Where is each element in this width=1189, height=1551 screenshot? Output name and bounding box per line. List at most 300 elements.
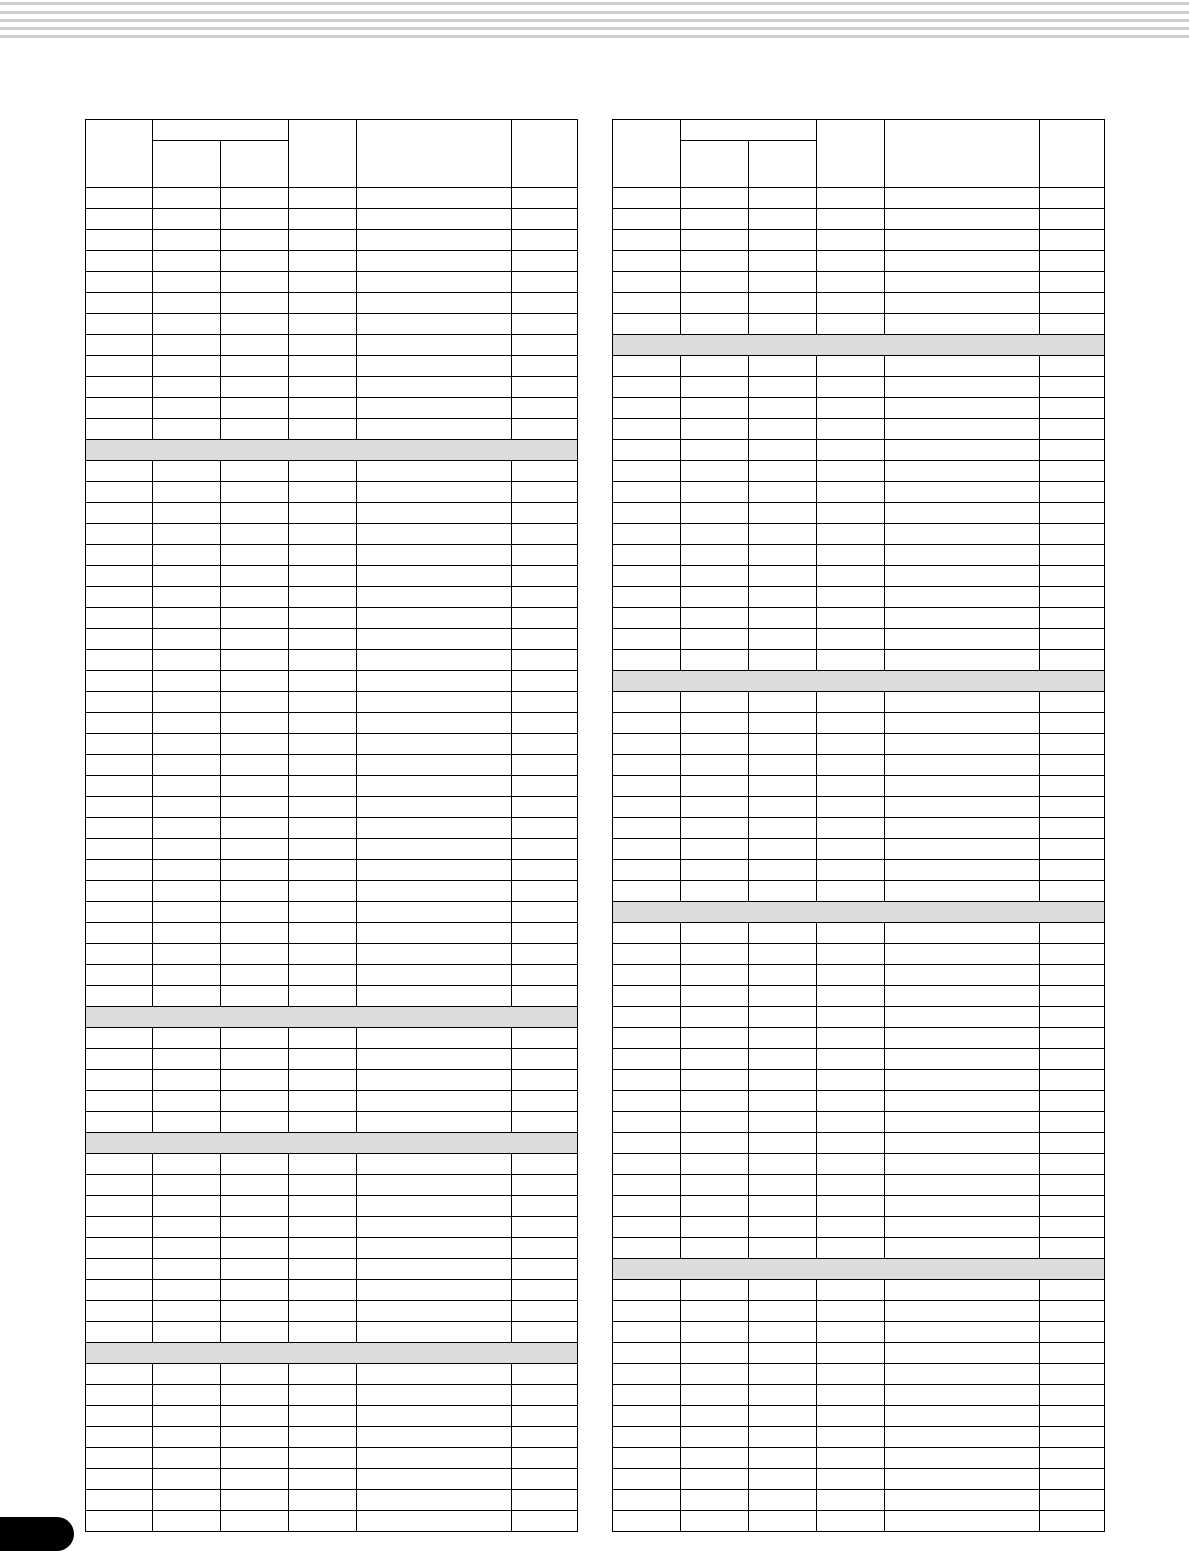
table-cell (153, 461, 221, 482)
table-cell (86, 1301, 153, 1322)
table-cell (512, 839, 578, 860)
table-cell (613, 965, 681, 986)
table-cell (153, 650, 221, 671)
table-row (613, 272, 1105, 293)
table-cell (221, 755, 289, 776)
table-cell (885, 1217, 1040, 1238)
table-row (86, 356, 578, 377)
table-row (86, 1490, 578, 1511)
table-cell (86, 356, 153, 377)
table-cell (613, 692, 681, 713)
table-cell (817, 1385, 885, 1406)
table-cell (289, 1259, 357, 1280)
table-cell (289, 1301, 357, 1322)
table-cell (1040, 776, 1105, 797)
table-cell (885, 923, 1040, 944)
table-cell (885, 440, 1040, 461)
table-cell (613, 587, 681, 608)
table-cell (221, 1511, 289, 1532)
table-cell (613, 419, 681, 440)
table-cell (613, 1196, 681, 1217)
table-header (613, 120, 1105, 188)
table-cell (153, 377, 221, 398)
table-cell (357, 1028, 512, 1049)
table-cell (749, 776, 817, 797)
table-cell (681, 1469, 749, 1490)
table-cell (153, 209, 221, 230)
table-cell (613, 1364, 681, 1385)
table-cell (221, 629, 289, 650)
table-cell (681, 692, 749, 713)
table-cell (885, 1091, 1040, 1112)
table-cell (357, 314, 512, 335)
table-row (613, 398, 1105, 419)
table-cell (221, 188, 289, 209)
table-cell (1040, 419, 1105, 440)
table-cell (357, 1448, 512, 1469)
table-row (86, 503, 578, 524)
table-cell (817, 839, 885, 860)
table-cell (86, 1259, 153, 1280)
table-row (613, 251, 1105, 272)
table-cell (153, 314, 221, 335)
table-row (86, 1028, 578, 1049)
table-cell (681, 1385, 749, 1406)
table-cell (817, 944, 885, 965)
table-row (613, 1133, 1105, 1154)
table-cell (153, 545, 221, 566)
table-cell (357, 923, 512, 944)
table-cell (885, 776, 1040, 797)
table-cell (817, 1406, 885, 1427)
table-cell (512, 650, 578, 671)
table-row (86, 272, 578, 293)
table-cell (613, 881, 681, 902)
table-cell (613, 1217, 681, 1238)
table-cell (885, 587, 1040, 608)
table-cell (817, 608, 885, 629)
table-cell (885, 1175, 1040, 1196)
table-cell (153, 1448, 221, 1469)
table-row (86, 1238, 578, 1259)
table-cell (153, 818, 221, 839)
table-cell (681, 881, 749, 902)
table-cell (512, 713, 578, 734)
table-cell (153, 1364, 221, 1385)
table-cell (289, 482, 357, 503)
table-cell (512, 566, 578, 587)
table-row (86, 1511, 578, 1532)
section-label (613, 335, 1105, 356)
table-cell (221, 734, 289, 755)
table-cell (86, 1469, 153, 1490)
table-cell (86, 1049, 153, 1070)
table-row (86, 209, 578, 230)
table-cell (86, 1364, 153, 1385)
table-cell (289, 356, 357, 377)
table-cell (357, 188, 512, 209)
table-cell (681, 1364, 749, 1385)
section-label (86, 1133, 578, 1154)
table-cell (613, 1091, 681, 1112)
table-cell (289, 650, 357, 671)
table-cell (613, 482, 681, 503)
table-cell (885, 965, 1040, 986)
table-cell (613, 377, 681, 398)
table-cell (1040, 1070, 1105, 1091)
table-cell (289, 545, 357, 566)
table-cell (357, 398, 512, 419)
table-cell (512, 272, 578, 293)
table-row (613, 587, 1105, 608)
table-cell (885, 209, 1040, 230)
table-cell (749, 1469, 817, 1490)
table-cell (153, 230, 221, 251)
table-cell (817, 860, 885, 881)
table-cell (221, 1280, 289, 1301)
table-cell (289, 986, 357, 1007)
table-cell (885, 797, 1040, 818)
table-row (613, 545, 1105, 566)
table-cell (289, 860, 357, 881)
table-row (86, 818, 578, 839)
table-cell (885, 188, 1040, 209)
table-body (86, 188, 578, 1532)
table-cell (817, 818, 885, 839)
table-cell (613, 272, 681, 293)
table-cell (512, 629, 578, 650)
table-cell (289, 377, 357, 398)
table-cell (512, 734, 578, 755)
table-cell (817, 356, 885, 377)
table-row (86, 461, 578, 482)
table-cell (817, 755, 885, 776)
table-row (86, 1280, 578, 1301)
table-cell (613, 440, 681, 461)
table-cell (681, 965, 749, 986)
table-cell (153, 755, 221, 776)
table-cell (817, 188, 885, 209)
table-cell (86, 482, 153, 503)
table-cell (817, 650, 885, 671)
table-cell (613, 314, 681, 335)
table-row (86, 1112, 578, 1133)
table-cell (153, 1406, 221, 1427)
table-cell (512, 1112, 578, 1133)
table-cell (885, 692, 1040, 713)
table-cell (357, 1091, 512, 1112)
table-cell (749, 986, 817, 1007)
table-cell (153, 1322, 221, 1343)
table-cell (221, 335, 289, 356)
table-cell (681, 1322, 749, 1343)
table-cell (357, 335, 512, 356)
table-cell (512, 503, 578, 524)
table-cell (681, 1238, 749, 1259)
header-cell-sub-b (749, 141, 817, 188)
table-cell (613, 1154, 681, 1175)
table-cell (86, 503, 153, 524)
table-cell (681, 797, 749, 818)
table-cell (681, 503, 749, 524)
table-cell (681, 377, 749, 398)
table-cell (885, 1469, 1040, 1490)
table-cell (681, 1070, 749, 1091)
table-cell (885, 1007, 1040, 1028)
table-cell (153, 797, 221, 818)
table-cell (1040, 1028, 1105, 1049)
table-row (613, 1322, 1105, 1343)
table-cell (221, 986, 289, 1007)
table-cell (512, 419, 578, 440)
table-row (613, 524, 1105, 545)
table-row (86, 671, 578, 692)
table-cell (221, 1112, 289, 1133)
table-row (613, 881, 1105, 902)
table-cell (749, 1196, 817, 1217)
table-cell (512, 923, 578, 944)
table-cell (1040, 1364, 1105, 1385)
table-cell (1040, 629, 1105, 650)
table-cell (153, 503, 221, 524)
table-cell (681, 1448, 749, 1469)
table-cell (613, 1112, 681, 1133)
table-cell (817, 1154, 885, 1175)
table-header (86, 120, 578, 188)
table-cell (86, 608, 153, 629)
table-cell (221, 965, 289, 986)
table-cell (512, 1427, 578, 1448)
table-cell (357, 965, 512, 986)
table-row (86, 839, 578, 860)
table-cell (817, 398, 885, 419)
table-cell (86, 881, 153, 902)
table-cell (681, 1196, 749, 1217)
table-cell (749, 881, 817, 902)
table-cell (817, 1448, 885, 1469)
header-cell-group (153, 120, 289, 141)
table-row (86, 482, 578, 503)
table-row (86, 734, 578, 755)
table-cell (357, 1322, 512, 1343)
table-cell (749, 524, 817, 545)
table-cell (289, 923, 357, 944)
table-row (86, 587, 578, 608)
table-cell (749, 314, 817, 335)
table-cell (681, 545, 749, 566)
table-cell (153, 734, 221, 755)
table-cell (153, 251, 221, 272)
table-cell (512, 251, 578, 272)
table-row (86, 1469, 578, 1490)
table-cell (1040, 1322, 1105, 1343)
table-cell (1040, 1511, 1105, 1532)
table-cell (153, 524, 221, 545)
table-row (613, 1427, 1105, 1448)
table-row (86, 944, 578, 965)
table-cell (681, 1091, 749, 1112)
table-cell (289, 776, 357, 797)
table-cell (153, 1154, 221, 1175)
table-cell (749, 1154, 817, 1175)
table-cell (153, 1280, 221, 1301)
table-cell (153, 671, 221, 692)
table-cell (613, 503, 681, 524)
table-cell (289, 1364, 357, 1385)
table-row (86, 1091, 578, 1112)
table-cell (885, 944, 1040, 965)
table-cell (86, 1427, 153, 1448)
table-row (613, 1280, 1105, 1301)
table-cell (357, 1490, 512, 1511)
table-cell (749, 860, 817, 881)
table-cell (289, 629, 357, 650)
table-cell (153, 293, 221, 314)
table-cell (221, 944, 289, 965)
table-cell (86, 986, 153, 1007)
table-cell (613, 713, 681, 734)
table-row (613, 314, 1105, 335)
table-cell (512, 587, 578, 608)
table-cell (512, 356, 578, 377)
table-cell (681, 1007, 749, 1028)
table-cell (817, 1490, 885, 1511)
table-cell (153, 776, 221, 797)
table-cell (885, 272, 1040, 293)
table-row (86, 419, 578, 440)
table-row (613, 482, 1105, 503)
table-cell (749, 1385, 817, 1406)
table-cell (681, 1049, 749, 1070)
table-cell (681, 755, 749, 776)
table-cell (357, 629, 512, 650)
table-cell (613, 461, 681, 482)
table-cell (86, 293, 153, 314)
table-cell (613, 1406, 681, 1427)
table-cell (221, 1091, 289, 1112)
table-row (613, 1448, 1105, 1469)
table-cell (1040, 1490, 1105, 1511)
table-cell (681, 230, 749, 251)
table-cell (153, 1511, 221, 1532)
table-cell (1040, 839, 1105, 860)
table-cell (1040, 608, 1105, 629)
header-cell-col1 (613, 120, 681, 188)
table-cell (357, 1469, 512, 1490)
table-cell (221, 1427, 289, 1448)
table-cell (817, 566, 885, 587)
table-cell (1040, 251, 1105, 272)
table-cell (681, 566, 749, 587)
table-cell (153, 1049, 221, 1070)
table-cell (357, 1112, 512, 1133)
table-cell (221, 1070, 289, 1091)
table-cell (749, 503, 817, 524)
table-cell (681, 398, 749, 419)
table-row (86, 881, 578, 902)
table-cell (221, 1490, 289, 1511)
header-cell-col6 (1040, 120, 1105, 188)
table-cell (749, 629, 817, 650)
table-cell (681, 356, 749, 377)
table-cell (512, 1448, 578, 1469)
table-cell (86, 1490, 153, 1511)
table-cell (817, 1427, 885, 1448)
table-cell (221, 482, 289, 503)
table-cell (1040, 1091, 1105, 1112)
table-cell (1040, 503, 1105, 524)
table-cell (681, 860, 749, 881)
table-cell (749, 923, 817, 944)
table-cell (221, 1028, 289, 1049)
table-row (86, 545, 578, 566)
table-cell (153, 1301, 221, 1322)
table-cell (1040, 713, 1105, 734)
table-cell (613, 923, 681, 944)
table-cell (1040, 1196, 1105, 1217)
table-cell (749, 1343, 817, 1364)
table-row (86, 251, 578, 272)
table-cell (153, 356, 221, 377)
table-cell (613, 1280, 681, 1301)
table-cell (289, 419, 357, 440)
table-row (613, 1238, 1105, 1259)
table-row (613, 692, 1105, 713)
table-cell (817, 1364, 885, 1385)
table-cell (289, 230, 357, 251)
table-cell (512, 1385, 578, 1406)
table-cell (749, 650, 817, 671)
table-cell (86, 335, 153, 356)
table-cell (681, 272, 749, 293)
table-cell (817, 314, 885, 335)
table-cell (885, 503, 1040, 524)
table-cell (1040, 986, 1105, 1007)
table-cell (86, 734, 153, 755)
table-cell (357, 503, 512, 524)
table-cell (613, 1133, 681, 1154)
table-cell (885, 1196, 1040, 1217)
header-cell-group (681, 120, 817, 141)
table-cell (613, 398, 681, 419)
table-cell (153, 1175, 221, 1196)
table-cell (681, 1028, 749, 1049)
table-cell (357, 818, 512, 839)
table-cell (681, 776, 749, 797)
table-cell (512, 1028, 578, 1049)
table-cell (512, 755, 578, 776)
table-cell (86, 860, 153, 881)
table-cell (1040, 440, 1105, 461)
table-cell (885, 1343, 1040, 1364)
table-cell (681, 734, 749, 755)
table-cell (289, 1217, 357, 1238)
table-cell (289, 1049, 357, 1070)
table-cell (885, 461, 1040, 482)
table-row (86, 965, 578, 986)
table-cell (221, 839, 289, 860)
table-row (613, 755, 1105, 776)
table-cell (1040, 398, 1105, 419)
table-cell (613, 188, 681, 209)
table-cell (512, 461, 578, 482)
section-band (613, 671, 1105, 692)
table-cell (885, 839, 1040, 860)
table-cell (221, 293, 289, 314)
table-cell (86, 230, 153, 251)
table-row (86, 1049, 578, 1070)
left-table (85, 119, 578, 1532)
